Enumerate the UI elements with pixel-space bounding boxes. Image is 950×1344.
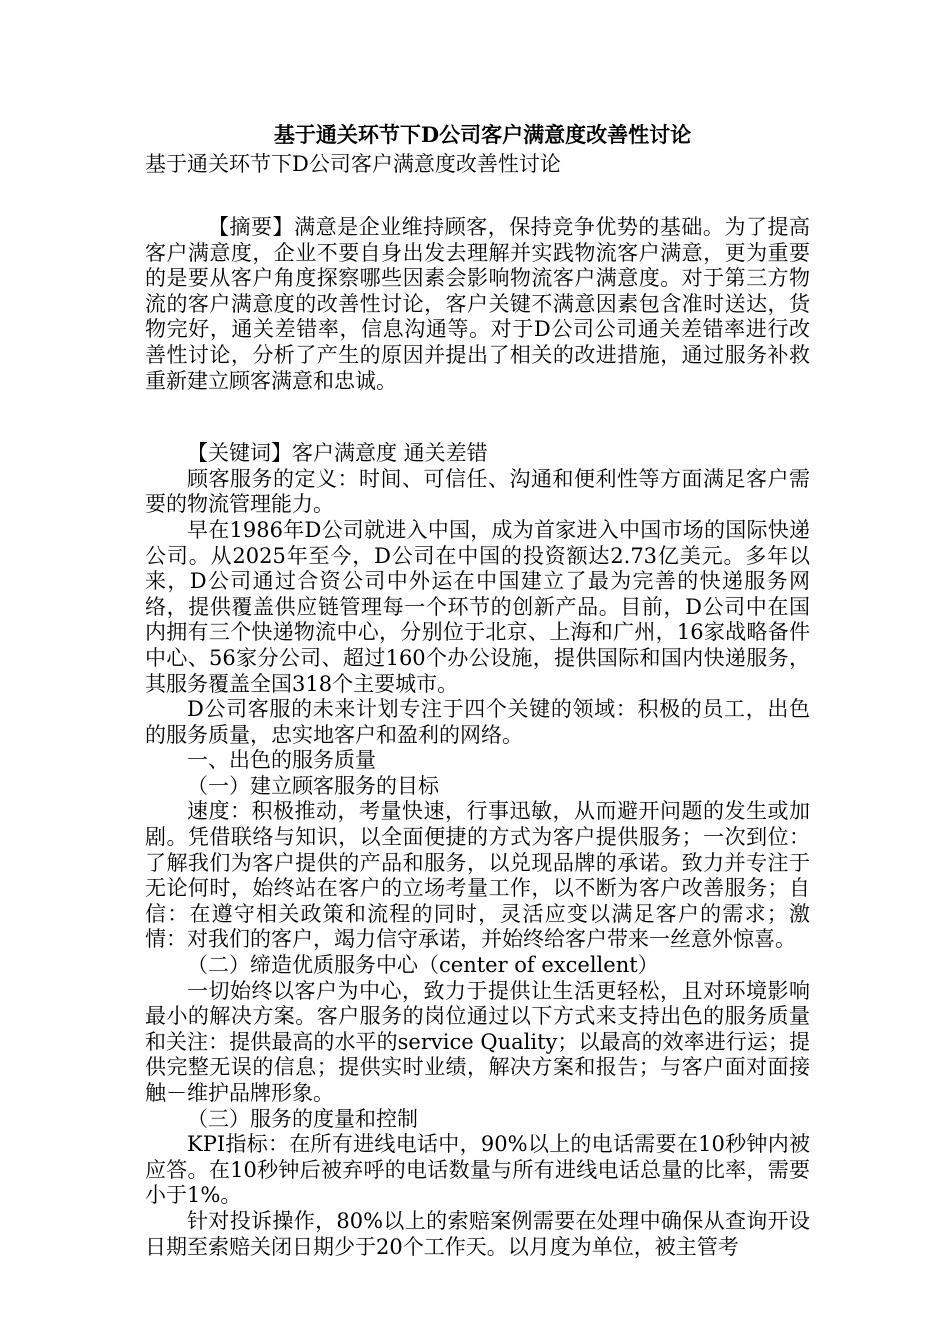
body-paragraph: 早在1986年D公司就进入中国，成为首家进入中国市场的国际快递公司。从2025年至今，D公司在中国的投资额达2.73亿美元。多年以来，D公司通过合资公司中外运在中国建立了最为完善的快递服务网络，提供覆盖供应链管理每一个环节的创新产品。目前，D公司中在国内拥有三个快递物流中心，分别位于北京、上海和广州，16家战略备件中心、56家分公司、超过160个办公设施，提供国际和国内快递服务，其服务覆盖全国318个主要城市。 xyxy=(145,517,810,696)
spacer xyxy=(145,190,810,215)
spacer xyxy=(145,394,810,419)
body-paragraph: 一切始终以客户为中心，致力于提供让生活更轻松，且对环境影响最小的解决方案。客户服务的岗位通过以下方式来支持出色的服务质量和关注：提供最高的水平的service Quality；以最高的效率进行运；提供完整无误的信息；提供实时业绩，解决方案和报告；与客户面对面接触－维护品牌形象。 xyxy=(145,978,810,1105)
body-paragraph: 顾客服务的定义：时间、可信任、沟通和便利性等方面满足客户需要的物流管理能力。 xyxy=(145,466,810,517)
body-paragraph: 针对投诉操作，80%以上的索赔案例需要在处理中确保从查询开设日期至索赔关闭日期少于20个工作天。以月度为单位，被主管考 xyxy=(145,1208,810,1259)
keywords-line: 【关键词】客户满意度 通关差错 xyxy=(187,441,488,466)
document-title: 基于通关环节下D公司客户满意度改善性讨论 xyxy=(273,122,692,147)
body-paragraph: 速度：积极推动，考量快速，行事迅敏，从而避开问题的发生或加剧。凭借联络与知识，以全面便捷的方式为客户提供服务；一次到位：了解我们为客户提供的产品和服务，以兑现品牌的承诺。致力并专注于无论何时，始终站在客户的立场考量工作，以不断为客户改善服务；自信：在遵守相关政策和流程的同时，灵活应变以满足客户的需求；激情：对我们的客户，竭力信守承诺，并始终给客户带来一丝意外惊喜。 xyxy=(145,799,810,952)
body-paragraph: KPI指标：在所有进线电话中，90%以上的电话需要在10秒钟内被应答。在10秒钟后被弃呼的电话数量与所有进线电话总量的比率，需要小于1%。 xyxy=(145,1132,810,1208)
document-subtitle: 基于通关环节下D公司客户满意度改善性讨论 xyxy=(145,152,561,176)
body-paragraph: D公司客服的未来计划专注于四个关键的领域：积极的员工，出色的服务质量，忠实地客户和盈利的网络。 xyxy=(145,697,810,747)
section-heading: 一、出色的服务质量 xyxy=(187,748,376,773)
subsection-heading: （三）服务的度量和控制 xyxy=(187,1106,418,1131)
subsection-heading: （一）建立顾客服务的目标 xyxy=(187,773,439,798)
spacer xyxy=(145,419,810,441)
subsection-heading: （二）缔造优质服务中心（center of excellent） xyxy=(187,953,659,978)
document-page xyxy=(145,120,810,1260)
abstract-paragraph: 【摘要】满意是企业维持顾客，保持竞争优势的基础。为了提高客户满意度，企业不要自身出发去理解并实践物流客户满意，更为重要的是要从客户角度探察哪些因素会影响物流客户满意度。对于第三方物流的客户满意度的改善性讨论，客户关键不满意因素包含准时送达，货物完好，通关差错率，信息沟通等。对于D公司公司通关差错率进行改善性讨论，分析了产生的原因并提出了相关的改进措施，通过服务补救重新建立顾客满意和忠诚。 xyxy=(145,215,810,393)
